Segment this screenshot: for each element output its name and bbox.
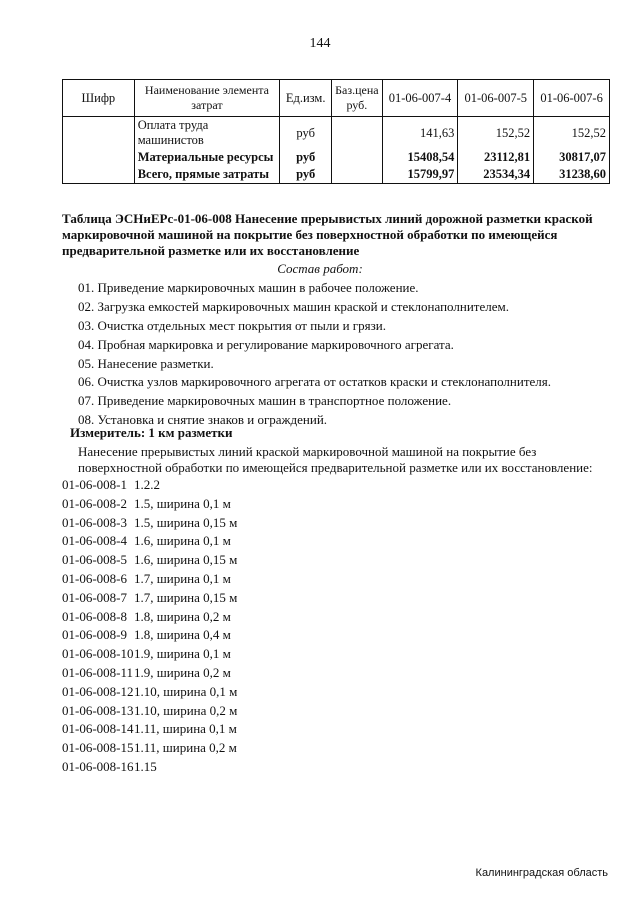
cell-base [332,149,382,166]
cell-value: 152,52 [534,117,610,150]
item-code: 01-06-008-15 [62,740,134,756]
footer-region: Калининградская область [475,867,608,879]
list-item [62,645,237,664]
item-text: 1.10, ширина 0,1 м [134,683,238,699]
table-row [63,149,610,166]
cell-unit: руб [280,166,332,184]
codes-list [62,476,237,777]
item-text: 1.5, ширина 0,15 м [134,514,238,530]
list-item [62,702,237,721]
list-item: 06. Очистка узлов маркировочного агрегата от остатков краски и стеклонаполнителя. [78,374,552,390]
item-text: 1.6, ширина 0,15 м [134,552,238,568]
cell-base [332,166,382,184]
list-item: 01. Приведение маркировочных машин в рабочее положение. [78,280,419,295]
item-code: 01-06-008-8 [62,608,127,624]
item-code: 01-06-008-16 [62,758,134,774]
header-code: Шифр [63,80,135,117]
measure-unit: Измеритель: 1 км разметки [70,425,233,440]
list-item [62,739,237,758]
item-text: 1.6, ширина 0,1 м [134,533,231,549]
cell-value: 30817,07 [534,149,610,166]
table-header-row [63,80,610,117]
list-item [62,664,237,683]
list-item [62,589,237,608]
list-item [62,626,237,645]
item-text: 1.7, ширина 0,15 м [134,589,238,605]
cell-unit: руб [280,117,332,150]
list-item [62,758,237,777]
cell-name: Всего, прямые затраты [134,166,280,184]
item-code: 01-06-008-4 [62,533,127,549]
item-text: 1.5, ширина 0,1 м [134,495,231,511]
item-text: 1.2.2 [134,477,160,492]
header-unit: Ед.изм. [280,80,332,117]
header-col-007-4: 01-06-007-4 [382,80,458,117]
list-item: 03. Очистка отдельных мест покрытия от пыли и грязи. [78,317,386,333]
item-code: 01-06-008-7 [62,589,127,605]
cell-value: 15408,54 [382,149,458,166]
item-code: 01-06-008-13 [62,702,134,718]
item-text: 1.10, ширина 0,2 м [134,702,238,718]
cell-value: 152,52 [458,117,534,150]
list-item: 05. Нанесение разметки. [78,355,214,371]
cell-value: 141,63 [382,117,458,150]
table-row [63,117,610,150]
item-code: 01-06-008-1 [62,477,127,492]
item-code: 01-06-008-10 [62,646,134,662]
cell-code [63,149,135,166]
description: Нанесение прерывистых линий краской маркировочной машиной на покрытие без поверхностной обработки по имеющейся предварительной разметке или их восстановление: [78,444,593,475]
cell-name: Оплата труда машинистов [134,117,280,150]
item-code: 01-06-008-12 [62,683,134,699]
item-text: 1.11, ширина 0,2 м [134,740,237,756]
item-text: 1.9, ширина 0,1 м [134,646,231,662]
page-number: 144 [309,36,331,51]
list-item: 07. Приведение маркировочных машин в транспортное положение. [78,393,452,409]
list-item [62,683,237,702]
item-code: 01-06-008-2 [62,495,127,511]
list-item [62,608,237,627]
cell-unit: руб [280,149,332,166]
cell-value: 15799,97 [382,166,458,184]
header-base-price: Баз.цена руб. [332,80,382,117]
cost-table [62,79,610,184]
item-text: 1.8, ширина 0,2 м [134,608,231,624]
item-code: 01-06-008-9 [62,627,127,643]
item-text: 1.9, ширина 0,2 м [134,664,231,680]
item-text: 1.15 [134,758,157,774]
section-title: Таблица ЭСНиЕРс-01-06-008 Нанесение прерывистых линий дорожной разметки краской маркировочной машиной на покрытие без поверхностной обработки по имеющейся предварительной разметке или их восстановление [62,211,593,258]
list-item: 08. Установка и снятие знаков и ограждений. [78,412,328,428]
list-item: 04. Пробная маркировка и регулирование маркировочного агрегата. [78,336,454,352]
cell-value: 23534,34 [458,166,534,184]
cell-value: 31238,60 [534,166,610,184]
works-heading: Состав работ: [277,261,363,276]
item-code: 01-06-008-14 [62,721,134,737]
item-code: 01-06-008-5 [62,552,127,568]
list-item [62,532,237,551]
cell-value: 23112,81 [458,149,534,166]
works-list [78,279,618,430]
item-text: 1.8, ширина 0,4 м [134,627,231,643]
list-item [62,514,237,533]
cell-base [332,117,382,150]
header-item-name: Наименование элемента затрат [134,80,280,117]
header-col-007-5: 01-06-007-5 [458,80,534,117]
item-code: 01-06-008-6 [62,570,127,586]
item-code: 01-06-008-11 [62,664,134,680]
cell-name: Материальные ресурсы [134,149,280,166]
cell-code [63,166,135,184]
item-code: 01-06-008-3 [62,514,127,530]
item-text: 1.11, ширина 0,1 м [134,721,237,737]
list-item [62,720,237,739]
list-item [62,495,237,514]
list-item [62,551,237,570]
item-text: 1.7, ширина 0,1 м [134,570,231,586]
list-item: 02. Загрузка емкостей маркировочных машин краской и стеклонаполнителем. [78,298,509,314]
header-col-007-6: 01-06-007-6 [534,80,610,117]
cell-code [63,117,135,150]
list-item [62,570,237,589]
table-row [63,166,610,184]
list-item [62,476,237,495]
